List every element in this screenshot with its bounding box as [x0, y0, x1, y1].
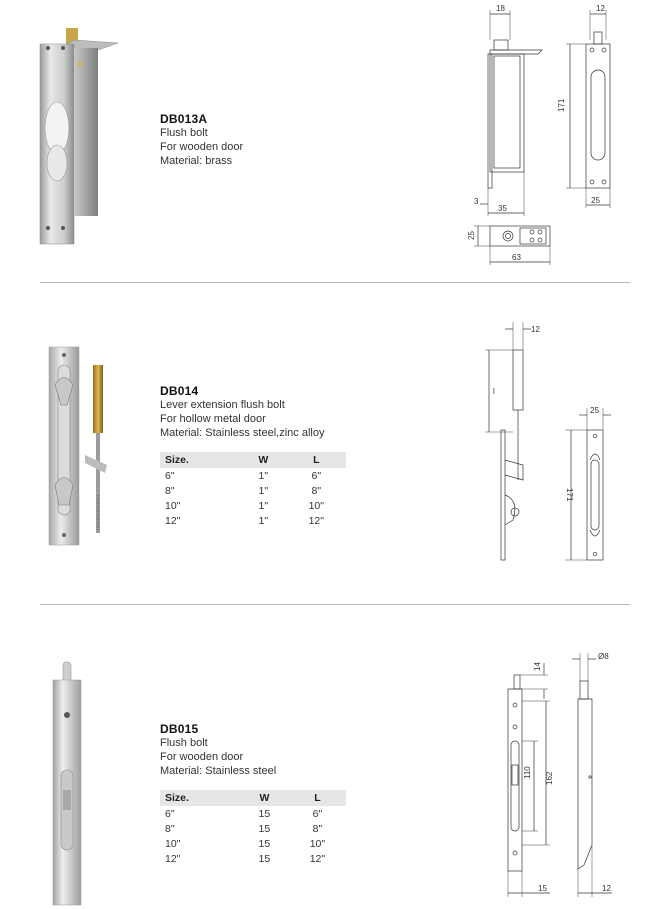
- svg-text:l: l: [493, 387, 495, 396]
- product-code: DB014: [160, 384, 199, 398]
- svg-text:12: 12: [602, 884, 611, 893]
- table-row: 8" 1" 8": [165, 484, 322, 497]
- svg-text:63: 63: [512, 253, 521, 262]
- db015-product-photo: [45, 660, 105, 905]
- product-description: Flush bolt For wooden door Material: Stainless steel: [160, 737, 277, 777]
- svg-text:3: 3: [474, 197, 479, 206]
- svg-text:110: 110: [523, 766, 532, 779]
- svg-text:35: 35: [498, 204, 507, 213]
- table-row: 10" 15 10": [165, 837, 326, 850]
- svg-text:18: 18: [496, 4, 505, 13]
- size-table: [160, 452, 346, 528]
- svg-text:25: 25: [467, 231, 476, 240]
- svg-text:15: 15: [538, 884, 547, 893]
- table-row: 12" 1" 12": [165, 514, 324, 527]
- svg-text:171: 171: [557, 98, 566, 112]
- svg-text:25: 25: [591, 196, 600, 205]
- product-code: DB015: [160, 722, 199, 736]
- size-table: [160, 790, 346, 866]
- svg-text:12: 12: [531, 325, 540, 334]
- section-divider: [40, 604, 630, 605]
- table-row: 8" 15 8": [165, 822, 323, 835]
- table-header-row: Size. W L: [160, 452, 346, 468]
- svg-text:162: 162: [545, 771, 554, 785]
- svg-text:171: 171: [565, 488, 574, 502]
- db014-technical-drawing: [475, 320, 645, 570]
- svg-text:25: 25: [590, 406, 599, 415]
- table-row: 6" 1" 6": [165, 469, 322, 482]
- svg-text:12: 12: [596, 4, 605, 13]
- section-divider: [40, 282, 630, 283]
- db013a-product-photo: [30, 18, 150, 248]
- table-row: 6" 15 6": [165, 807, 323, 820]
- table-row: 12" 15 12": [165, 852, 326, 865]
- product-description: Flush bolt For wooden door Material: brass: [160, 127, 244, 167]
- db013a-technical-drawing: [460, 0, 640, 260]
- svg-text:Ø8: Ø8: [598, 652, 609, 661]
- table-row: 10" 1" 10": [165, 499, 324, 512]
- table-header-row: Size. W L: [160, 790, 346, 806]
- db014-product-photo: [45, 345, 145, 555]
- svg-text:14: 14: [533, 662, 542, 671]
- db015-technical-drawing: [480, 645, 640, 905]
- product-description: Lever extension flush bolt For hollow metal door Material: Stainless steel,zinc alloy: [160, 399, 325, 439]
- product-code: DB013A: [160, 112, 208, 126]
